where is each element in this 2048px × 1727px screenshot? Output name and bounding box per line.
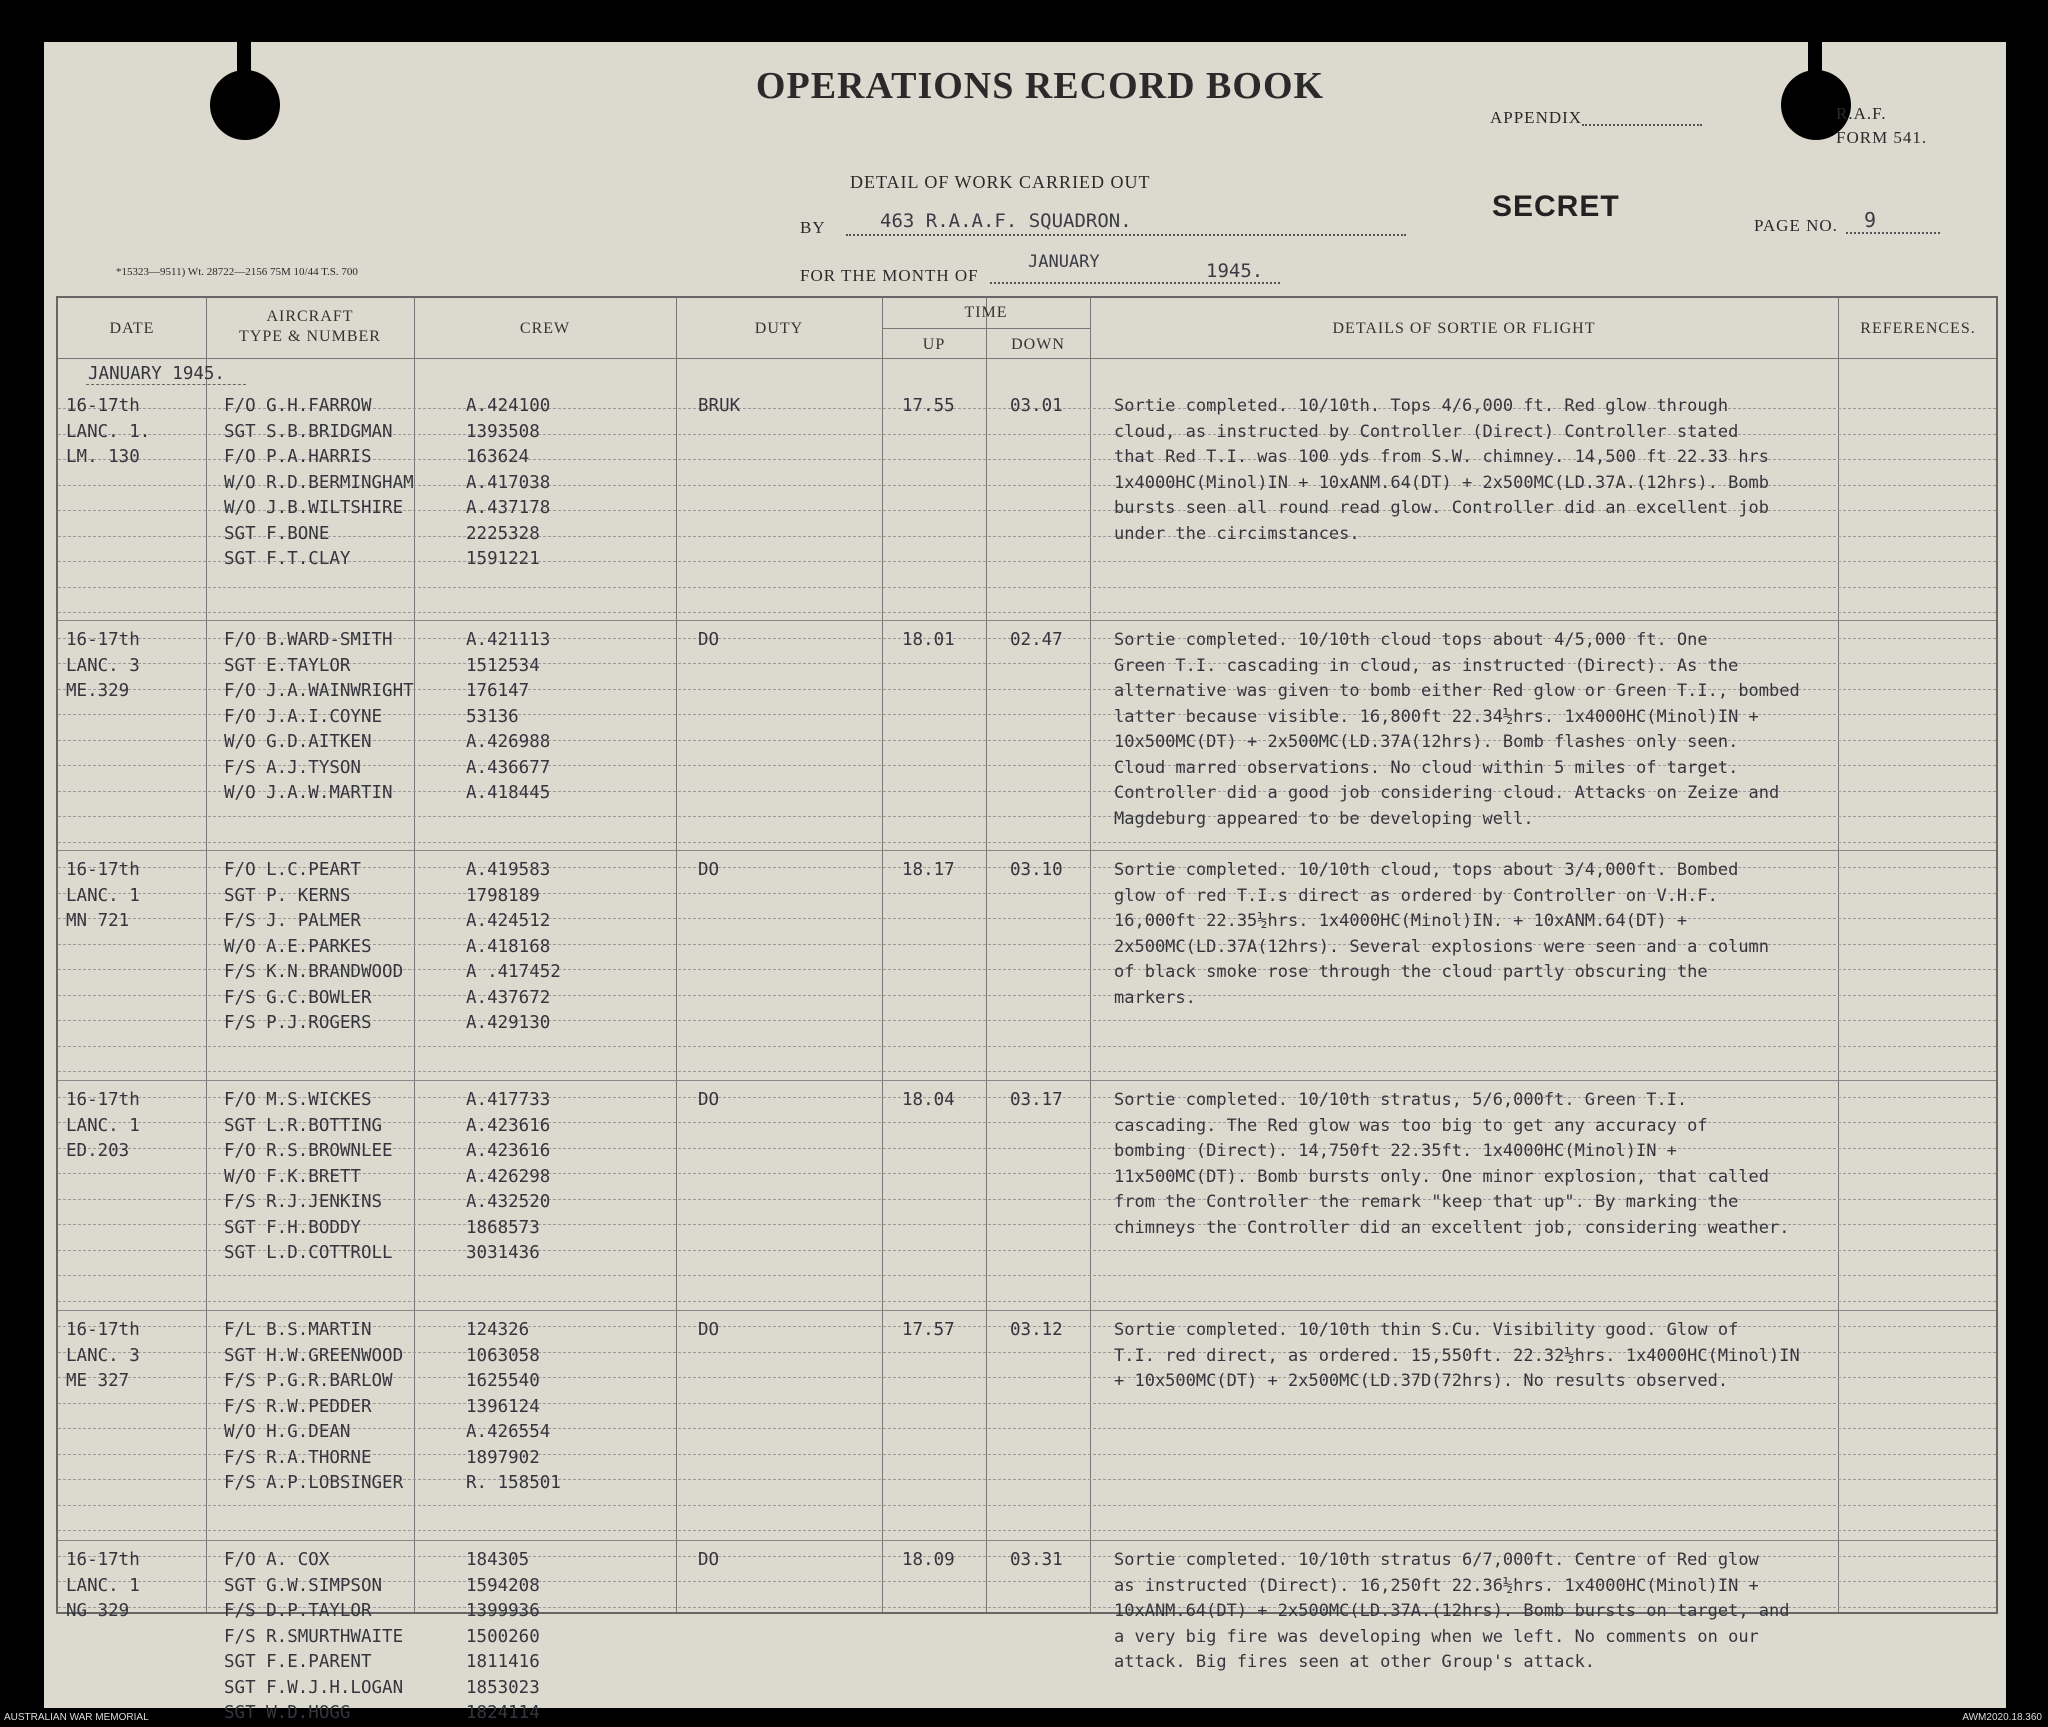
crew-name: SGT F.T.CLAY — [224, 549, 351, 569]
crew-name: W/O F.K.BRETT — [224, 1166, 361, 1187]
crew-number: A.426554 — [466, 1422, 551, 1442]
details-line: Cloud marred observations. No cloud within 5 miles of target. — [1114, 757, 1739, 778]
crew-name: F/S K.N.BRANDWOOD — [224, 962, 404, 982]
entry-date-line: 16-17th — [66, 1550, 140, 1570]
details-line: Sortie completed. 10/10th stratus, 5/6,000ft. Green T.I. — [1114, 1090, 1688, 1110]
duty: DO — [698, 1320, 720, 1340]
appendix-line — [1582, 124, 1702, 126]
details-line: Sortie completed. 10/10th thin S.Cu. Visibility good. Glow of — [1114, 1320, 1739, 1340]
entry-date-line: LM. 130 — [66, 447, 140, 467]
col-up: UP — [922, 336, 946, 353]
crew-name: SGT S.B.BRIDGMAN — [224, 421, 393, 442]
col-references: REFERENCES. — [1860, 320, 1976, 337]
details-line: Sortie completed. 10/10th cloud, tops about 3/4,000ft. Bombed — [1114, 860, 1739, 880]
details-line: under the circimstances. — [1114, 523, 1360, 544]
details-line: 10x500MC(DT) + 2x500MC(LD.37A(12hrs). Bomb flashes only seen. — [1114, 732, 1739, 752]
crew-number: 176147 — [466, 681, 530, 701]
time-up: 17.57 — [902, 1320, 955, 1340]
crew-number: 184305 — [466, 1550, 530, 1570]
time-down: 03.12 — [1010, 1320, 1063, 1340]
crew-name: SGT W.D.HOGG — [224, 1703, 351, 1723]
details-line: Sortie completed. 10/10th cloud tops about 4/5,000 ft. One — [1114, 630, 1708, 650]
details-line: that Red T.I. was 100 yds from S.W. chimney. 14,500 ft 22.33 hrs — [1114, 447, 1770, 467]
crew-name: F/S G.C.BOWLER — [224, 987, 372, 1008]
crew-name: F/O J.A.WAINWRIGHT — [224, 681, 414, 701]
crew-number: A.424512 — [466, 911, 551, 931]
crew-name: F/S R.J.JENKINS — [224, 1192, 383, 1212]
entry-date-line: LANC. 1 — [66, 885, 140, 906]
crew-name: SGT L.R.BOTTING — [224, 1115, 383, 1136]
details-line: glow of red T.I.s direct as ordered by Controller on V.H.F. — [1114, 885, 1718, 906]
crew-number: A.418168 — [466, 936, 551, 957]
col-details: DETAILS OF SORTIE OR FLIGHT — [1332, 320, 1596, 337]
crew-number: 1399936 — [466, 1601, 540, 1621]
month-value: JANUARY — [1028, 252, 1100, 272]
crew-name: W/O J.B.WILTSHIRE — [224, 498, 404, 518]
crew-number: 1063058 — [466, 1345, 540, 1366]
subtitle: DETAIL OF WORK CARRIED OUT — [850, 172, 1151, 192]
crew-number: 1500260 — [466, 1626, 540, 1647]
duty: DO — [698, 1550, 720, 1570]
time-down: 03.17 — [1010, 1090, 1063, 1110]
crew-number: A.432520 — [466, 1192, 551, 1212]
details-line: Green T.I. cascading in cloud, as instructed (Direct). As the — [1114, 655, 1739, 676]
crew-number: A.423616 — [466, 1141, 551, 1161]
page-number-line — [1846, 232, 1940, 234]
appendix-label: APPENDIX — [1490, 108, 1583, 127]
by-line — [846, 234, 1406, 236]
crew-name: F/L B.S.MARTIN — [224, 1320, 372, 1340]
crew-name: F/S P.G.R.BARLOW — [224, 1371, 393, 1391]
time-down: 03.31 — [1010, 1550, 1063, 1570]
left-binder-hole — [210, 70, 280, 140]
crew-number: A.426298 — [466, 1166, 551, 1187]
crew-name: F/S R.SMURTHWAITE — [224, 1626, 404, 1647]
crew-name: SGT F.H.BODDY — [224, 1217, 361, 1238]
entry-date-line: 16-17th — [66, 1320, 140, 1340]
crew-name: W/O A.E.PARKES — [224, 936, 372, 957]
entry-date-line: MN 721 — [66, 911, 130, 931]
details-line: cloud, as instructed by Controller (Direct) Controller stated — [1114, 421, 1739, 442]
month-label: FOR THE MONTH OF — [800, 266, 979, 285]
crew-name: F/S J. PALMER — [224, 911, 361, 931]
details-line: + 10x500MC(DT) + 2x500MC(LD.37D(72hrs). No results observed. — [1114, 1371, 1729, 1391]
time-up: 18.04 — [902, 1090, 955, 1110]
crew-name: F/O B.WARD-SMITH — [224, 630, 393, 650]
entry-date-line: 16-17th — [66, 1090, 140, 1110]
col-duty: DUTY — [754, 320, 804, 337]
details-line: chimneys the Controller did an excellent job, considering weather. — [1114, 1217, 1790, 1238]
secret-stamp: SECRET — [1492, 190, 1620, 223]
entry-date-line: LANC. 1. — [66, 421, 151, 442]
time-down: 02.47 — [1010, 630, 1063, 650]
page-number-label: PAGE NO. — [1754, 216, 1838, 235]
time-up: 17.55 — [902, 396, 955, 416]
crew-number: 1393508 — [466, 421, 540, 442]
crew-name: SGT F.E.PARENT — [224, 1652, 372, 1672]
crew-number: A.423616 — [466, 1115, 551, 1136]
page-number: 9 — [1864, 208, 1877, 232]
details-line: 2x500MC(LD.37A(12hrs). Several explosions were seen and a column — [1114, 936, 1770, 957]
crew-name: F/S R.W.PEDDER — [224, 1396, 372, 1417]
details-line: markers. — [1114, 987, 1196, 1008]
details-line: Magdeburg appeared to be developing well. — [1114, 808, 1534, 829]
form-line1: R.A.F. — [1836, 104, 1887, 123]
details-line: as instructed (Direct). 16,250ft 22.36½hrs. 1x4000HC(Minol)IN + — [1114, 1575, 1759, 1596]
squadron-name: 463 R.A.A.F. SQUADRON. — [880, 210, 1132, 232]
crew-name: F/O M.S.WICKES — [224, 1090, 372, 1110]
crew-number: 1798189 — [466, 885, 540, 906]
details-line: attack. Big fires seen at other Group's attack. — [1114, 1652, 1596, 1672]
month-line — [990, 282, 1280, 284]
crew-number: R. 158501 — [466, 1473, 561, 1493]
crew-number: A.436677 — [466, 757, 551, 778]
crew-number: 1594208 — [466, 1575, 540, 1596]
time-up: 18.01 — [902, 630, 955, 650]
details-line: Sortie completed. 10/10th stratus 6/7,000ft. Centre of Red glow — [1114, 1550, 1759, 1570]
crew-number: 2225328 — [466, 523, 540, 544]
crew-number: 1811416 — [466, 1652, 540, 1672]
details-line: from the Controller the remark "keep that up". By marking the — [1114, 1192, 1739, 1212]
crew-number: 1625540 — [466, 1371, 540, 1391]
duty: DO — [698, 860, 720, 880]
form-line2: FORM 541. — [1836, 128, 1928, 147]
crew-name: SGT F.W.J.H.LOGAN — [224, 1677, 404, 1698]
crew-number: A.437178 — [466, 498, 551, 518]
crew-number: 1396124 — [466, 1396, 540, 1417]
crew-number: A.417038 — [466, 472, 551, 493]
month-banner: JANUARY 1945. — [88, 364, 225, 384]
crew-name: F/S A.P.LOBSINGER — [224, 1473, 404, 1493]
details-line: Controller did a good job considering cloud. Attacks on Zeize and — [1114, 783, 1780, 803]
details-line: bombing (Direct). 14,750ft 22.35ft. 1x4000HC(Minol)IN + — [1114, 1141, 1677, 1161]
crew-name: SGT P. KERNS — [224, 885, 351, 906]
crew-name: F/O G.H.FARROW — [224, 396, 372, 416]
details-line: 16,000ft 22.35½hrs. 1x4000HC(Minol)IN. + 10xANM.64(DT) + — [1114, 911, 1688, 931]
crew-number: A.429130 — [466, 1013, 551, 1033]
page-title: OPERATIONS RECORD BOOK — [755, 65, 1325, 107]
crew-name: W/O R.D.BERMINGHAM — [224, 472, 414, 493]
col-date: DATE — [109, 320, 155, 337]
entry-date-line: 16-17th — [66, 860, 140, 880]
crew-number: A .417452 — [466, 962, 561, 982]
time-down: 03.10 — [1010, 860, 1063, 880]
col-aircraft-2: TYPE & NUMBER — [239, 328, 381, 345]
entry-date-line: ME 327 — [66, 1371, 130, 1391]
crew-name: SGT G.W.SIMPSON — [224, 1575, 383, 1596]
crew-number: A.426988 — [466, 732, 551, 752]
entry-date-line: NG 329 — [66, 1601, 130, 1621]
details-line: cascading. The Red glow was too big to get any accuracy of — [1114, 1115, 1708, 1136]
crew-name: W/O H.G.DEAN — [224, 1422, 351, 1442]
crew-number: 1512534 — [466, 655, 540, 676]
crew-number: A.417733 — [466, 1090, 551, 1110]
details-line: Sortie completed. 10/10th. Tops 4/6,000 ft. Red glow through — [1114, 396, 1729, 416]
entry-date-line: LANC. 1 — [66, 1115, 140, 1136]
crew-number: 1868573 — [466, 1217, 540, 1238]
duty: BRUK — [698, 396, 741, 416]
crew-number: 53136 — [466, 706, 519, 727]
crew-number: 1897902 — [466, 1447, 540, 1468]
col-down: DOWN — [1011, 336, 1065, 353]
details-line: alternative was given to bomb either Red glow or Green T.I., bombed — [1114, 681, 1800, 701]
crew-number: 124326 — [466, 1320, 530, 1340]
details-line: 11x500MC(DT). Bomb bursts only. One minor explosion, that called — [1114, 1166, 1770, 1187]
crew-number: 1824114 — [466, 1703, 540, 1723]
crew-name: F/O R.S.BROWNLEE — [224, 1141, 393, 1161]
duty: DO — [698, 1090, 720, 1110]
crew-number: A.421113 — [466, 630, 551, 650]
crew-number: 3031436 — [466, 1243, 540, 1263]
crew-name: F/O A. COX — [224, 1550, 330, 1570]
by-label: BY — [800, 218, 826, 237]
col-time: TIME — [964, 304, 1008, 321]
entry-date-line: 16-17th — [66, 630, 140, 650]
crew-name: SGT E.TAYLOR — [224, 655, 351, 676]
crew-name: SGT L.D.COTTROLL — [224, 1243, 393, 1263]
footer-accession: AWM2020.18.360 — [1962, 1712, 2042, 1723]
crew-name: W/O J.A.W.MARTIN — [224, 783, 393, 803]
crew-name: F/S P.J.ROGERS — [224, 1013, 372, 1033]
entry-date-line: ED.203 — [66, 1141, 130, 1161]
crew-number: A.424100 — [466, 396, 551, 416]
details-line: 1x4000HC(Minol)IN + 10xANM.64(DT) + 2x500MC(LD.37A.(12hrs). Bomb — [1114, 472, 1770, 493]
crew-name: F/S R.A.THORNE — [224, 1447, 372, 1468]
details-line: of black smoke rose through the cloud partly obscuring the — [1114, 962, 1708, 982]
details-line: 10xANM.64(DT) + 2x500MC(LD.37A.(12hrs). Bomb bursts on target, and — [1114, 1601, 1790, 1621]
entry-date-line: LANC. 3 — [66, 1345, 140, 1366]
footer-credit: AUSTRALIAN WAR MEMORIAL — [4, 1712, 149, 1723]
crew-name: SGT F.BONE — [224, 523, 330, 544]
crew-name: F/O P.A.HARRIS — [224, 447, 372, 467]
details-line: latter because visible. 16,800ft 22.34½hrs. 1x4000HC(Minol)IN + — [1114, 706, 1759, 727]
entry-date-line: LANC. 1 — [66, 1575, 140, 1596]
entry-date-line: LANC. 3 — [66, 655, 140, 676]
crew-number: 1853023 — [466, 1677, 540, 1698]
entry-date-line: 16-17th — [66, 396, 140, 416]
details-line: T.I. red direct, as ordered. 15,550ft. 22.32½hrs. 1x4000HC(Minol)IN — [1114, 1345, 1800, 1366]
time-down: 03.01 — [1010, 396, 1063, 416]
crew-name: F/S A.J.TYSON — [224, 757, 361, 778]
time-up: 18.17 — [902, 860, 955, 880]
details-line: a very big fire was developing when we left. No comments on our — [1114, 1626, 1759, 1647]
entry-date-line: ME.329 — [66, 681, 130, 701]
crew-name: F/O L.C.PEART — [224, 860, 361, 880]
crew-name: F/O J.A.I.COYNE — [224, 706, 383, 727]
crew-number: A.437672 — [466, 987, 551, 1008]
crew-number: 163624 — [466, 447, 530, 467]
crew-name: F/S D.P.TAYLOR — [224, 1601, 372, 1621]
details-line: bursts seen all round read glow. Controller did an excellent job — [1114, 498, 1770, 518]
col-aircraft-1: AIRCRAFT — [266, 308, 354, 325]
col-crew: CREW — [519, 320, 571, 337]
crew-name: SGT H.W.GREENWOOD — [224, 1345, 404, 1366]
print-code: *15323—9511) Wt. 28722—2156 75M 10/44 T.S. 700 — [116, 266, 358, 278]
crew-name: W/O G.D.AITKEN — [224, 732, 372, 752]
year-value: 1945. — [1206, 260, 1264, 282]
crew-number: 1591221 — [466, 549, 540, 569]
time-up: 18.09 — [902, 1550, 955, 1570]
crew-number: A.418445 — [466, 783, 551, 803]
crew-number: A.419583 — [466, 860, 551, 880]
duty: DO — [698, 630, 720, 650]
